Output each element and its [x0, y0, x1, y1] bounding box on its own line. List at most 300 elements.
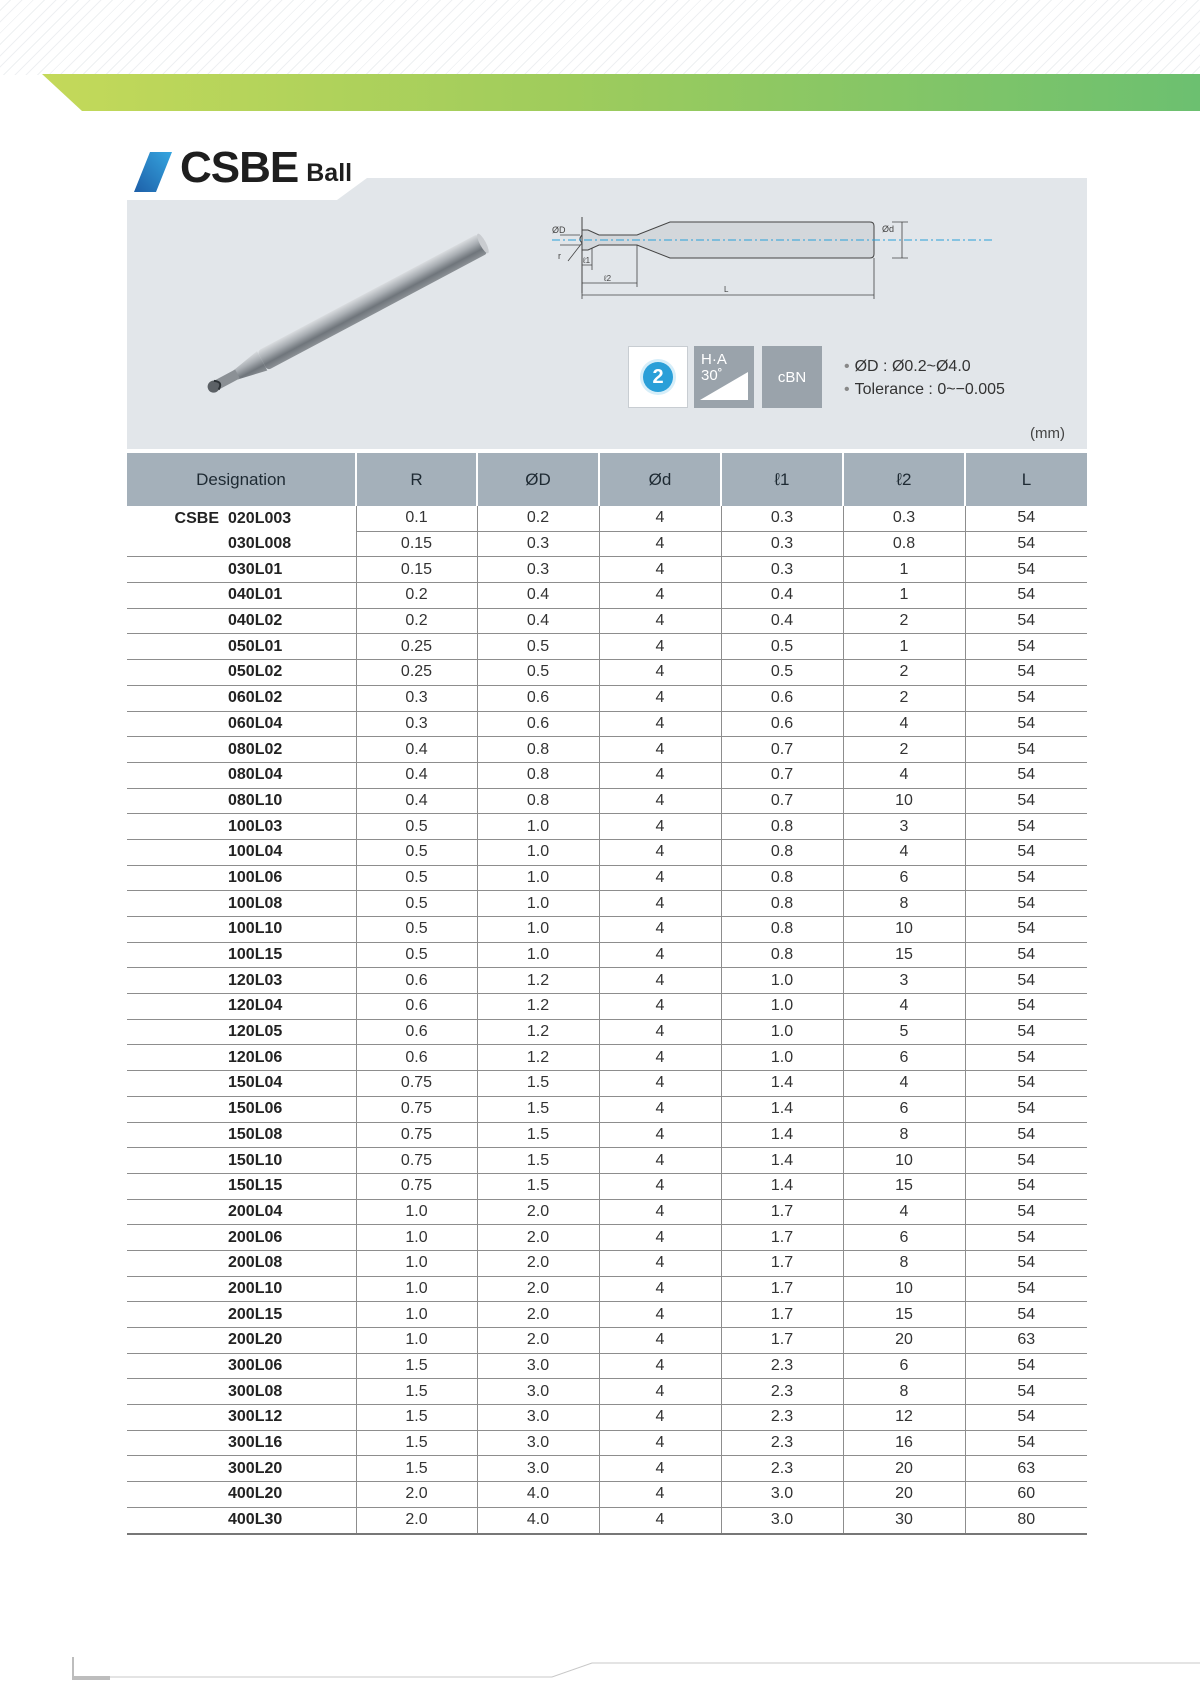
cell-l1: 0.7 [721, 737, 843, 763]
cell-designation [127, 1045, 356, 1071]
cell-designation [127, 942, 356, 968]
cell-l2: 3 [843, 814, 965, 840]
cell-designation [127, 1302, 356, 1328]
cell-od: 1.2 [477, 1045, 599, 1071]
cell-r: 0.5 [356, 814, 477, 840]
designation-code: 150L06 [228, 1100, 283, 1118]
cell-od-shank: 4 [599, 711, 721, 737]
designation-prefix: CSBE [174, 509, 219, 527]
table-row [127, 1328, 1087, 1354]
table-row [127, 660, 1087, 686]
flute-count-badge [628, 346, 688, 408]
cell-l1: 0.8 [721, 865, 843, 891]
cell-l2: 4 [843, 994, 965, 1020]
cell-l1: 1.4 [721, 1071, 843, 1097]
coating-badge: cBN [762, 346, 822, 408]
cell-l2: 8 [843, 1122, 965, 1148]
cell-l2: 15 [843, 1173, 965, 1199]
label-od-shank: Ød [882, 224, 895, 234]
designation-code: 120L03 [228, 971, 283, 989]
table-row [127, 1148, 1087, 1174]
table-row [127, 1302, 1087, 1328]
cell-r: 0.6 [356, 1045, 477, 1071]
cell-r: 2.0 [356, 1482, 477, 1508]
cell-od: 1.0 [477, 814, 599, 840]
cell-l2: 4 [843, 711, 965, 737]
cell-length: 54 [965, 557, 1087, 583]
cell-length: 54 [965, 1199, 1087, 1225]
designation-code: 040L01 [228, 586, 283, 604]
cell-l2: 10 [843, 1148, 965, 1174]
cell-od: 0.8 [477, 762, 599, 788]
cell-l1: 0.4 [721, 608, 843, 634]
cell-designation [127, 1405, 356, 1431]
cell-r: 0.6 [356, 968, 477, 994]
cell-od: 1.5 [477, 1071, 599, 1097]
col-od-shank: Ød [599, 453, 721, 506]
cell-r: 2.0 [356, 1507, 477, 1533]
cell-r: 0.1 [356, 506, 477, 531]
table-row [127, 1456, 1087, 1482]
table-row [127, 788, 1087, 814]
designation-code: 080L04 [228, 766, 283, 784]
cell-designation [127, 1456, 356, 1482]
cell-length: 54 [965, 1071, 1087, 1097]
designation-code: 150L15 [228, 1177, 283, 1195]
cell-l1: 1.7 [721, 1199, 843, 1225]
cell-l2: 1 [843, 557, 965, 583]
cell-l1: 0.8 [721, 814, 843, 840]
cell-od-shank: 4 [599, 531, 721, 557]
designation-code: 100L06 [228, 868, 283, 886]
designation-code: 080L10 [228, 791, 283, 809]
product-name: CSBE [180, 143, 299, 192]
cell-l2: 20 [843, 1482, 965, 1508]
cell-od-shank: 4 [599, 1456, 721, 1482]
label-length: L [724, 285, 729, 294]
cell-designation [127, 917, 356, 943]
table-row [127, 865, 1087, 891]
spec-tolerance: • Tolerance : 0~−0.005 [844, 381, 1005, 398]
designation-code: 100L03 [228, 817, 283, 835]
cell-length: 54 [965, 1045, 1087, 1071]
cell-length: 54 [965, 583, 1087, 609]
cell-designation [127, 1379, 356, 1405]
cell-length: 54 [965, 1173, 1087, 1199]
cell-length: 54 [965, 1353, 1087, 1379]
designation-code: 300L20 [228, 1459, 283, 1477]
cell-designation [127, 814, 356, 840]
cell-od: 0.3 [477, 531, 599, 557]
cell-l2: 4 [843, 839, 965, 865]
table-row [127, 814, 1087, 840]
cell-r: 1.0 [356, 1328, 477, 1354]
label-od: ØD [552, 225, 566, 235]
cell-l2: 5 [843, 1019, 965, 1045]
cell-od-shank: 4 [599, 634, 721, 660]
cell-r: 0.2 [356, 608, 477, 634]
table-header-row [127, 453, 1087, 506]
cell-r: 0.25 [356, 634, 477, 660]
cell-l1: 0.4 [721, 583, 843, 609]
cell-length: 54 [965, 531, 1087, 557]
cell-od-shank: 4 [599, 1199, 721, 1225]
designation-code: 150L10 [228, 1151, 283, 1169]
cell-od: 4.0 [477, 1507, 599, 1533]
cell-od: 1.5 [477, 1122, 599, 1148]
designation-code: 100L04 [228, 843, 283, 861]
cell-length: 54 [965, 1276, 1087, 1302]
cell-l1: 1.0 [721, 1045, 843, 1071]
cell-r: 1.0 [356, 1302, 477, 1328]
cell-od-shank: 4 [599, 506, 721, 531]
cell-l2: 0.8 [843, 531, 965, 557]
designation-code: 030L008 [228, 534, 292, 552]
cell-designation [127, 608, 356, 634]
cell-od: 3.0 [477, 1430, 599, 1456]
designation-code: 050L02 [228, 663, 283, 681]
table-row [127, 531, 1087, 557]
cell-od: 1.0 [477, 839, 599, 865]
cell-designation [127, 506, 356, 531]
cell-od-shank: 4 [599, 685, 721, 711]
table-row [127, 1122, 1087, 1148]
cell-od: 0.4 [477, 608, 599, 634]
cell-od: 0.3 [477, 557, 599, 583]
helix-triangle-icon [700, 372, 748, 400]
cell-designation [127, 1173, 356, 1199]
designation-code: 120L04 [228, 997, 283, 1015]
cell-l2: 1 [843, 634, 965, 660]
cell-r: 0.15 [356, 557, 477, 583]
cell-designation [127, 891, 356, 917]
cell-l2: 15 [843, 942, 965, 968]
cell-designation [127, 1225, 356, 1251]
cell-od: 0.4 [477, 583, 599, 609]
cell-l1: 1.7 [721, 1302, 843, 1328]
designation-code: 200L10 [228, 1279, 283, 1297]
cell-length: 54 [965, 737, 1087, 763]
cell-r: 0.5 [356, 891, 477, 917]
cell-od-shank: 4 [599, 557, 721, 583]
page-title [134, 136, 352, 192]
designation-code: 300L12 [228, 1408, 283, 1426]
cell-l2: 2 [843, 608, 965, 634]
cell-od-shank: 4 [599, 1045, 721, 1071]
cell-length: 54 [965, 1250, 1087, 1276]
cell-l2: 6 [843, 1096, 965, 1122]
table-row [127, 1019, 1087, 1045]
cell-r: 1.5 [356, 1353, 477, 1379]
cell-od: 1.0 [477, 942, 599, 968]
col-length: L [965, 453, 1087, 506]
cell-r: 0.3 [356, 685, 477, 711]
table-row [127, 1276, 1087, 1302]
cell-od-shank: 4 [599, 1379, 721, 1405]
cell-l2: 6 [843, 1353, 965, 1379]
dimension-table [127, 453, 1087, 1535]
cell-length: 54 [965, 917, 1087, 943]
cell-l1: 2.3 [721, 1405, 843, 1431]
unit-label: (mm) [1030, 425, 1065, 442]
col-l1: ℓ1 [721, 453, 843, 506]
cell-length: 54 [965, 1225, 1087, 1251]
cell-l1: 0.8 [721, 917, 843, 943]
designation-code: 400L30 [228, 1511, 283, 1529]
table-row [127, 1096, 1087, 1122]
cell-r: 0.75 [356, 1122, 477, 1148]
cell-designation [127, 788, 356, 814]
cell-od: 0.5 [477, 660, 599, 686]
cell-r: 0.4 [356, 737, 477, 763]
cell-l2: 8 [843, 891, 965, 917]
cell-od: 1.2 [477, 994, 599, 1020]
cell-od: 1.0 [477, 891, 599, 917]
designation-code: 300L08 [228, 1382, 283, 1400]
col-designation: Designation [127, 453, 356, 506]
cell-od-shank: 4 [599, 788, 721, 814]
designation-code: 050L01 [228, 637, 283, 655]
cell-designation [127, 1122, 356, 1148]
cell-od-shank: 4 [599, 865, 721, 891]
cell-designation [127, 1482, 356, 1508]
designation-code: 100L15 [228, 946, 283, 964]
cell-od: 0.8 [477, 788, 599, 814]
spec-notes [844, 355, 1005, 401]
cell-designation [127, 1276, 356, 1302]
table-row [127, 1225, 1087, 1251]
cell-l1: 1.7 [721, 1250, 843, 1276]
end-mill-photo [190, 225, 510, 400]
cell-r: 1.0 [356, 1250, 477, 1276]
cell-od-shank: 4 [599, 1302, 721, 1328]
table-row [127, 968, 1087, 994]
table-row [127, 1199, 1087, 1225]
helix-label: H·A [701, 351, 727, 368]
designation-code: 150L08 [228, 1125, 283, 1143]
cell-length: 54 [965, 1302, 1087, 1328]
cell-od-shank: 4 [599, 1405, 721, 1431]
cell-length: 54 [965, 660, 1087, 686]
cell-od: 3.0 [477, 1456, 599, 1482]
cell-r: 0.5 [356, 839, 477, 865]
cell-od-shank: 4 [599, 1250, 721, 1276]
cell-designation [127, 968, 356, 994]
cell-designation [127, 994, 356, 1020]
cell-l1: 0.3 [721, 506, 843, 531]
cell-l1: 0.8 [721, 942, 843, 968]
hatched-background [0, 0, 1200, 75]
cell-l2: 0.3 [843, 506, 965, 531]
cell-od-shank: 4 [599, 1148, 721, 1174]
cell-od-shank: 4 [599, 1225, 721, 1251]
cell-designation [127, 557, 356, 583]
table-row [127, 685, 1087, 711]
cell-l1: 0.8 [721, 891, 843, 917]
cell-designation [127, 865, 356, 891]
helix-angle-badge [694, 346, 754, 408]
cell-r: 1.5 [356, 1456, 477, 1482]
cell-od-shank: 4 [599, 968, 721, 994]
table-row [127, 711, 1087, 737]
cell-od: 1.5 [477, 1173, 599, 1199]
designation-code: 200L08 [228, 1254, 283, 1272]
cell-l1: 3.0 [721, 1507, 843, 1533]
cell-length: 80 [965, 1507, 1087, 1533]
cell-l1: 1.4 [721, 1173, 843, 1199]
table-row [127, 1379, 1087, 1405]
cell-od: 0.6 [477, 685, 599, 711]
cell-l1: 1.4 [721, 1148, 843, 1174]
footer-line [72, 1657, 1200, 1697]
cell-od: 1.2 [477, 1019, 599, 1045]
cell-length: 54 [965, 814, 1087, 840]
cell-length: 54 [965, 788, 1087, 814]
cell-od: 0.8 [477, 737, 599, 763]
cell-l1: 0.6 [721, 685, 843, 711]
cell-r: 0.4 [356, 762, 477, 788]
designation-code: 060L04 [228, 714, 283, 732]
table-row [127, 1507, 1087, 1533]
designation-code: 200L20 [228, 1331, 283, 1349]
cell-designation [127, 531, 356, 557]
cell-l2: 10 [843, 788, 965, 814]
cell-l1: 2.3 [721, 1353, 843, 1379]
cell-l1: 1.7 [721, 1328, 843, 1354]
cell-length: 54 [965, 1096, 1087, 1122]
cell-r: 0.2 [356, 583, 477, 609]
cell-r: 0.6 [356, 994, 477, 1020]
table-row [127, 583, 1087, 609]
designation-code: 200L15 [228, 1305, 283, 1323]
cell-od-shank: 4 [599, 1328, 721, 1354]
cell-od-shank: 4 [599, 737, 721, 763]
table-row [127, 994, 1087, 1020]
cell-length: 54 [965, 1405, 1087, 1431]
cell-designation [127, 1328, 356, 1354]
cell-l1: 1.4 [721, 1096, 843, 1122]
designation-code: 200L04 [228, 1202, 283, 1220]
table-row [127, 557, 1087, 583]
cell-r: 0.5 [356, 942, 477, 968]
slash-logo-icon [134, 152, 172, 192]
cell-l2: 4 [843, 1199, 965, 1225]
cell-od-shank: 4 [599, 1173, 721, 1199]
cell-od-shank: 4 [599, 994, 721, 1020]
cell-l2: 16 [843, 1430, 965, 1456]
cell-length: 54 [965, 762, 1087, 788]
designation-code: 060L02 [228, 689, 283, 707]
cell-length: 54 [965, 711, 1087, 737]
cell-length: 63 [965, 1456, 1087, 1482]
cell-l1: 1.0 [721, 1019, 843, 1045]
cell-designation [127, 583, 356, 609]
cell-r: 0.6 [356, 1019, 477, 1045]
cell-length: 54 [965, 685, 1087, 711]
cell-r: 1.5 [356, 1405, 477, 1431]
cell-od-shank: 4 [599, 1353, 721, 1379]
cell-designation [127, 1199, 356, 1225]
cell-length: 54 [965, 1122, 1087, 1148]
cell-l2: 4 [843, 1071, 965, 1097]
cell-od-shank: 4 [599, 1430, 721, 1456]
label-l2: ℓ2 [604, 274, 612, 283]
cell-od: 1.2 [477, 968, 599, 994]
helix-angle: 30˚ [701, 367, 723, 384]
cell-l2: 2 [843, 685, 965, 711]
cell-od: 3.0 [477, 1353, 599, 1379]
cell-l2: 20 [843, 1456, 965, 1482]
cell-l1: 0.3 [721, 531, 843, 557]
cell-l1: 1.7 [721, 1276, 843, 1302]
table-row [127, 1430, 1087, 1456]
cell-r: 1.0 [356, 1199, 477, 1225]
cell-od-shank: 4 [599, 1096, 721, 1122]
cell-length: 54 [965, 942, 1087, 968]
cell-od-shank: 4 [599, 1122, 721, 1148]
cell-od: 2.0 [477, 1328, 599, 1354]
cell-designation [127, 762, 356, 788]
cell-od-shank: 4 [599, 660, 721, 686]
cell-od-shank: 4 [599, 1071, 721, 1097]
cell-od: 2.0 [477, 1276, 599, 1302]
cell-l2: 8 [843, 1250, 965, 1276]
cell-od: 0.2 [477, 506, 599, 531]
cell-l2: 30 [843, 1507, 965, 1533]
cell-od: 1.0 [477, 865, 599, 891]
product-type: Ball [306, 159, 353, 187]
designation-code: 100L08 [228, 894, 283, 912]
cell-l1: 1.4 [721, 1122, 843, 1148]
cell-designation [127, 685, 356, 711]
table-row [127, 1405, 1087, 1431]
cell-l1: 0.7 [721, 788, 843, 814]
table-row [127, 762, 1087, 788]
cell-l1: 0.5 [721, 660, 843, 686]
cell-r: 0.4 [356, 788, 477, 814]
technical-drawing [552, 215, 992, 315]
cell-l2: 4 [843, 762, 965, 788]
cell-l2: 8 [843, 1379, 965, 1405]
cell-od: 1.5 [477, 1096, 599, 1122]
cell-l2: 10 [843, 917, 965, 943]
cell-length: 54 [965, 506, 1087, 531]
cell-r: 0.5 [356, 917, 477, 943]
cell-length: 54 [965, 1379, 1087, 1405]
cell-designation [127, 634, 356, 660]
cell-r: 0.75 [356, 1148, 477, 1174]
col-r: R [356, 453, 477, 506]
cell-r: 0.75 [356, 1173, 477, 1199]
designation-code: 030L01 [228, 560, 283, 578]
designation-code: 080L02 [228, 740, 283, 758]
cell-od-shank: 4 [599, 762, 721, 788]
cell-length: 54 [965, 968, 1087, 994]
table-row [127, 917, 1087, 943]
cell-od-shank: 4 [599, 891, 721, 917]
designation-code: 120L05 [228, 1023, 283, 1041]
table-row [127, 942, 1087, 968]
cell-r: 0.75 [356, 1096, 477, 1122]
cell-length: 54 [965, 891, 1087, 917]
cell-l2: 6 [843, 1045, 965, 1071]
cell-od: 1.5 [477, 1148, 599, 1174]
cell-l1: 1.7 [721, 1225, 843, 1251]
table-row [127, 608, 1087, 634]
cell-designation [127, 1071, 356, 1097]
cell-od: 0.6 [477, 711, 599, 737]
cell-designation [127, 839, 356, 865]
